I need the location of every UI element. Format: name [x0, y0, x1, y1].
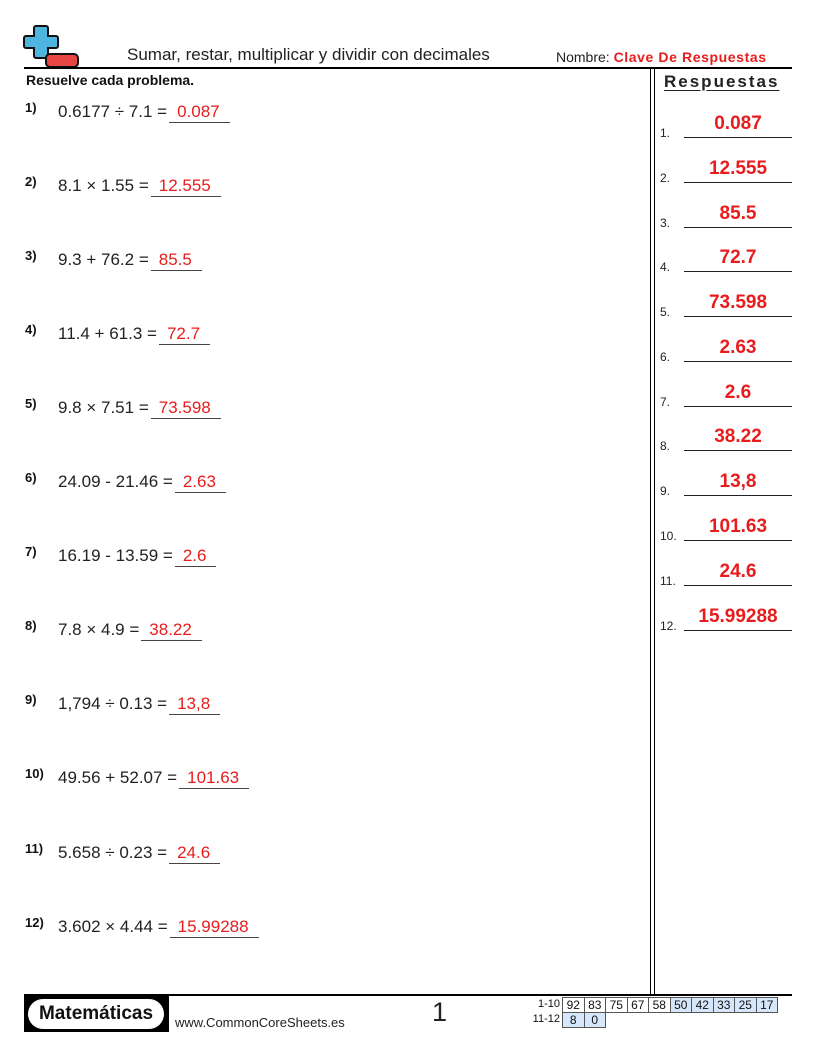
answer-key-number: 3. — [660, 216, 671, 230]
answer-key-line — [684, 495, 792, 497]
problem-10 — [25, 768, 249, 794]
brand-label: Matemáticas — [28, 999, 164, 1029]
problem-number: 5) — [25, 396, 37, 411]
column-divider — [650, 68, 655, 996]
problem-number: 3) — [25, 248, 37, 263]
answer-key-line — [684, 316, 792, 318]
answer-blank — [151, 398, 221, 419]
problem-answer: 13,8 — [177, 694, 211, 713]
answer-key-number: 6. — [660, 350, 671, 364]
problem-5 — [25, 398, 221, 424]
problem-answer: 73.598 — [158, 398, 211, 417]
problem-answer: 2.63 — [182, 472, 216, 491]
answer-key-line — [684, 227, 792, 229]
answer-key-value: 2.63 — [719, 337, 757, 358]
answer-blank — [141, 620, 202, 641]
problem-11 — [25, 843, 220, 869]
score-row-1-10 — [520, 997, 778, 1012]
score-cell: 42 — [691, 997, 714, 1013]
problem-answer: 15.99288 — [177, 917, 249, 936]
answer-blank — [170, 917, 259, 938]
problem-number: 10) — [25, 766, 44, 781]
problem-9 — [25, 694, 220, 720]
problem-number: 9) — [25, 692, 37, 707]
score-row-11-12 — [520, 1012, 606, 1027]
problem-8 — [25, 620, 202, 646]
answer-key-number: 4. — [660, 260, 671, 274]
answer-key-value: 101.63 — [708, 516, 768, 537]
answer-key-item — [660, 470, 792, 498]
answer-blank — [151, 250, 202, 271]
problem-expression: 5.658 ÷ 0.23 = — [58, 843, 168, 862]
score-cell: 67 — [627, 997, 650, 1013]
answer-key-item — [660, 291, 792, 319]
score-cell: 83 — [584, 997, 607, 1013]
score-cell: 25 — [734, 997, 757, 1013]
answer-key-number: 1. — [660, 126, 671, 140]
answer-blank — [175, 472, 226, 493]
answer-key-value: 12.555 — [708, 158, 768, 179]
header-divider — [24, 67, 792, 69]
problem-expression: 24.09 - 21.46 = — [58, 472, 173, 491]
problem-3 — [25, 250, 202, 276]
score-row-label: 11-12 — [532, 1013, 560, 1025]
name-label: Nombre: — [556, 49, 610, 65]
answer-key-item — [660, 112, 792, 140]
problem-answer: 38.22 — [149, 620, 192, 639]
problem-answer: 72.7 — [166, 324, 201, 343]
problem-answer: 85.5 — [158, 250, 192, 269]
score-row-label: 1-10 — [537, 998, 560, 1010]
score-cell: 8 — [562, 1012, 585, 1028]
answer-key-line — [684, 450, 792, 452]
answer-key-number: 2. — [660, 171, 671, 185]
score-cell: 58 — [648, 997, 671, 1013]
answer-key-item — [660, 157, 792, 185]
answer-key-value: 0.087 — [714, 113, 762, 134]
problem-number: 2) — [25, 174, 37, 189]
answer-key-item — [660, 515, 792, 543]
answer-blank — [169, 102, 230, 123]
answer-key-line — [684, 540, 792, 542]
answer-key-number: 9. — [660, 484, 671, 498]
answer-key-line — [684, 271, 792, 273]
site-url: www.CommonCoreSheets.es — [175, 1015, 345, 1030]
problem-expression: 9.8 × 7.51 = — [58, 398, 149, 417]
answer-key-value: 85.5 — [719, 203, 757, 224]
problem-expression: 1,794 ÷ 0.13 = — [58, 694, 168, 713]
answer-key-value: 73.598 — [708, 292, 768, 313]
answer-key-item — [660, 336, 792, 364]
score-cell: 0 — [584, 1012, 607, 1028]
score-cell: 33 — [713, 997, 736, 1013]
answer-key-number: 7. — [660, 395, 671, 409]
problem-number: 11) — [25, 841, 44, 856]
answer-key-heading: Respuestas — [664, 72, 780, 91]
problem-answer: 101.63 — [187, 768, 240, 787]
answer-key-line — [684, 137, 792, 139]
answer-key-item — [660, 560, 792, 588]
answer-blank — [179, 768, 249, 789]
answer-key-number: 8. — [660, 439, 671, 453]
answer-key-number: 10. — [660, 529, 677, 543]
instructions: Resuelve cada problema. — [26, 72, 195, 88]
answer-blank — [169, 843, 220, 864]
answer-key-line — [684, 585, 792, 587]
problem-expression: 9.3 + 76.2 = — [58, 250, 149, 269]
answer-key-line — [684, 630, 792, 632]
answer-key-item — [660, 381, 792, 409]
problem-number: 1) — [25, 100, 37, 115]
answer-blank — [175, 546, 217, 567]
score-cell: 50 — [670, 997, 693, 1013]
answer-key-item — [660, 202, 792, 230]
answer-key-value: 72.7 — [719, 247, 757, 268]
answer-key-number: 12. — [660, 619, 677, 633]
answer-key-value: 15.99288 — [698, 606, 778, 627]
problem-2 — [25, 176, 221, 202]
worksheet-title: Sumar, restar, multiplicar y dividir con decimales — [127, 45, 490, 64]
answer-key-number: 5. — [660, 305, 671, 319]
problem-expression: 16.19 - 13.59 = — [58, 546, 173, 565]
problem-expression: 49.56 + 52.07 = — [58, 768, 178, 787]
answer-key-value: 2.6 — [724, 382, 752, 403]
score-cell: 75 — [605, 997, 628, 1013]
problem-number: 12) — [25, 915, 44, 930]
problem-answer: 0.087 — [177, 102, 220, 121]
problem-expression: 3.602 × 4.44 = — [58, 917, 168, 936]
problem-answer: 24.6 — [177, 843, 211, 862]
answer-key-value: 38.22 — [714, 426, 762, 447]
problem-number: 6) — [25, 470, 37, 485]
answer-key-item — [660, 605, 792, 633]
score-cell: 92 — [562, 997, 585, 1013]
name-value: Clave De Respuestas — [613, 49, 767, 65]
answer-key-line — [684, 361, 792, 363]
problem-4 — [25, 324, 210, 350]
problem-7 — [25, 546, 216, 572]
page-number: 1 — [432, 997, 448, 1027]
answer-key-line — [684, 182, 792, 184]
problem-6 — [25, 472, 226, 498]
answer-blank — [169, 694, 220, 715]
answer-key-value: 24.6 — [719, 561, 757, 582]
problem-number: 8) — [25, 618, 37, 633]
answer-blank — [159, 324, 210, 345]
problem-1 — [25, 102, 230, 128]
problem-12 — [25, 917, 259, 943]
name-field — [556, 49, 767, 65]
problem-number: 7) — [25, 544, 37, 559]
problem-answer: 2.6 — [182, 546, 207, 565]
answer-key-number: 11. — [660, 574, 676, 588]
plus-minus-logo-icon — [22, 24, 80, 70]
problem-expression: 7.8 × 4.9 = — [58, 620, 140, 639]
problem-expression: 0.6177 ÷ 7.1 = — [58, 102, 168, 121]
problem-number: 4) — [25, 322, 37, 337]
answer-key-value: 13,8 — [719, 471, 757, 492]
problem-expression: 8.1 × 1.55 = — [58, 176, 149, 195]
answer-key-item — [660, 425, 792, 453]
score-cell: 17 — [756, 997, 779, 1013]
problem-answer: 12.555 — [158, 176, 211, 195]
problem-expression: 11.4 + 61.3 = — [58, 324, 157, 343]
answer-key-line — [684, 406, 792, 408]
answer-key-item — [660, 246, 792, 274]
answer-blank — [151, 176, 221, 197]
